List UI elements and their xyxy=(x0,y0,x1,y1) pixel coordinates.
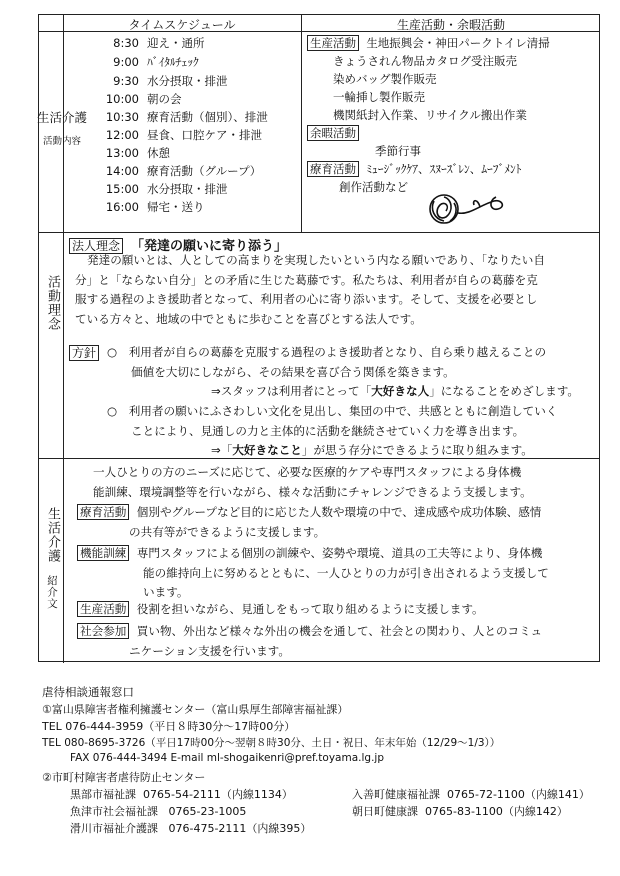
contact-row: 魚津市社会福祉課 0765-23-1005 xyxy=(70,805,247,818)
footer-title: 虐待相談通報窓口 xyxy=(42,685,134,699)
footer-center1: ①富山県障害者権利擁護センター（富山県厚生部障害福祉課） xyxy=(42,703,349,716)
therapy-line: 療育活動 ﾐｭｰｼﾞｯｸｹｱ、ｽﾇｰｽﾞﾚﾝ、ﾑｰﾌﾞﾒﾝﾄ xyxy=(307,161,522,177)
intro-item: 社会参加 買い物、外出など様々な外出の機会を通して、社会との関わり、人とのコミュ ニケーション支援を行います。 xyxy=(77,622,599,661)
schedule-header: タイムスケジュール xyxy=(128,18,236,32)
intro-item: 療育活動 個別やグループなど目的に応じた人数や環境の中で、達成感や成功体験、感情 の共有等ができるように支援します。 xyxy=(77,503,599,542)
schedule-row: 10:00 朝の会 xyxy=(105,92,182,106)
philosophy-section-label: 活動理念 xyxy=(45,275,60,331)
schedule-row: 8:30 迎え・通所 xyxy=(113,36,205,50)
contact-row: 黒部市福祉課 0765-54-2111（内線1134） xyxy=(70,788,293,801)
contact-row: 入善町健康福祉課 0765-72-1100（内線141） xyxy=(352,788,590,801)
schedule-column-divider xyxy=(301,15,302,232)
intro-item-tag: 機能訓練 xyxy=(77,545,129,561)
schedule-row: 12:00 昼食、口腔ケア・排泄 xyxy=(105,128,262,142)
leisure-line: 季節行事 xyxy=(375,144,421,158)
production-line: 染めバッグ製作販売 xyxy=(333,72,437,86)
main-frame xyxy=(38,14,600,662)
production-line: 生産活動 生地振興会・神田パークトイレ清掃 xyxy=(307,35,550,51)
schedule-row: 15:00 水分摂取・排泄 xyxy=(105,182,228,196)
policy-2: ○ 利用者の願いにふさわしい文化を見出し、集団の中で、共感とともに創造していく ことにより、見通しの力と主体的に活動を継続させていく力を導き出ます。 ⇒「大好きなこと」が思う存分にできるように取り組みます。 xyxy=(107,404,558,457)
intro-section-sub: 紹介文 xyxy=(46,575,58,610)
intro-item: 生産活動 役割を担いながら、見通しをもって取り組めるように支援します。 xyxy=(77,600,599,620)
intro-lead: 一人ひとりの方のニーズに応じて、必要な医療的ケアや専門スタッフによる身体機 能訓練、環境調整等を行いながら、様々な活動にチャレンジできるよう支援します。 xyxy=(93,465,532,499)
schedule-row: 10:30 療育活動（個別）、排泄 xyxy=(105,110,268,124)
footer-tel2: TEL 080-8695-3726（平日17時00分～翌朝８時30分、土日・祝日、年末年始（12/29～1/3）） xyxy=(42,737,501,749)
therapy-tag: 療育活動 xyxy=(307,161,359,177)
policy-1: ○ 利用者が自らの葛藤を克服する過程のよき援助者となり、自ら乗り越えることの 価値を大切にしながら、その結果を喜び合う関係を築きます。 ⇒スタッフは利用者にとって「大好きな人」になることをめざします。 xyxy=(107,345,579,398)
footer-center2: ②市町村障害者虐待防止センター xyxy=(42,771,206,784)
schedule-section-sub: 活動内容 xyxy=(43,136,82,147)
intro-item-tag: 生産活動 xyxy=(77,601,129,617)
philosophy-headline: 「発達の願いに寄り添う」 xyxy=(131,239,288,254)
intro-item: 機能訓練 専門スタッフによる個別の訓練や、姿勢や環境、道具の工夫等により、身体機 能の維持向上に努めるとともに、一人ひとりの力が引き出されるよう支援して います。 xyxy=(77,544,599,603)
philosophy-tag: 法人理念 xyxy=(69,238,123,254)
leisure-line xyxy=(307,125,359,141)
production-line: きょうされん物品カタログ受注販売 xyxy=(333,54,517,68)
production-tag: 生産活動 xyxy=(307,35,359,51)
activity-header: 生産活動・余暇活動 xyxy=(396,18,505,32)
schedule-row: 9:30 水分摂取・排泄 xyxy=(113,74,228,88)
section-divider-1 xyxy=(39,232,599,233)
schedule-row: 9:00 ﾊﾞｲﾀﾙﾁｪｯｸ xyxy=(113,55,199,69)
intro-item-tag: 療育活動 xyxy=(77,504,129,520)
production-line: 一輪挿し製作販売 xyxy=(333,90,425,104)
footer-fax: FAX 076-444-3494 E-mail ml-shogaikenri@pref.toyama.lg.jp xyxy=(70,752,384,764)
policy-tag: 方針 xyxy=(69,345,99,361)
intro-section-label: 生活介護 xyxy=(45,507,60,563)
leisure-tag: 余暇活動 xyxy=(307,125,359,141)
philosophy-body: 発達の願いとは、人としての高まりを実現したいという内なる願いであり、「なりたい自 分」と「ならない自分」との矛盾に生じた葛藤です。私たちは、利用者が自らの葛藤を克 服する過程のよき援助者となって、利用者の心に寄り添います。そして、支援を必要とし ている方々と、地域の中でともに歩むことを喜びとする法人です。 xyxy=(75,253,545,326)
therapy-line: 創作活動など xyxy=(339,180,408,194)
contact-row: 滑川市福祉介護課 076-475-2111（内線395） xyxy=(70,822,312,835)
intro-item-tag: 社会参加 xyxy=(77,623,129,639)
schedule-row: 14:00 療育活動（グループ） xyxy=(105,164,262,178)
contact-row: 朝日町健康課 0765-83-1100（内線142） xyxy=(352,805,568,818)
schedule-row: 13:00 休憩 xyxy=(105,146,170,160)
footer-tel1: TEL 076-444-3959（平日８時30分～17時00分） xyxy=(42,720,296,733)
production-line: 機関紙封入作業、リサイクル搬出作業 xyxy=(333,108,527,122)
rose-illustration-icon xyxy=(424,191,510,231)
schedule-row: 16:00 帰宅・送り xyxy=(105,200,205,214)
schedule-section-label: 生活介護 xyxy=(37,110,88,125)
